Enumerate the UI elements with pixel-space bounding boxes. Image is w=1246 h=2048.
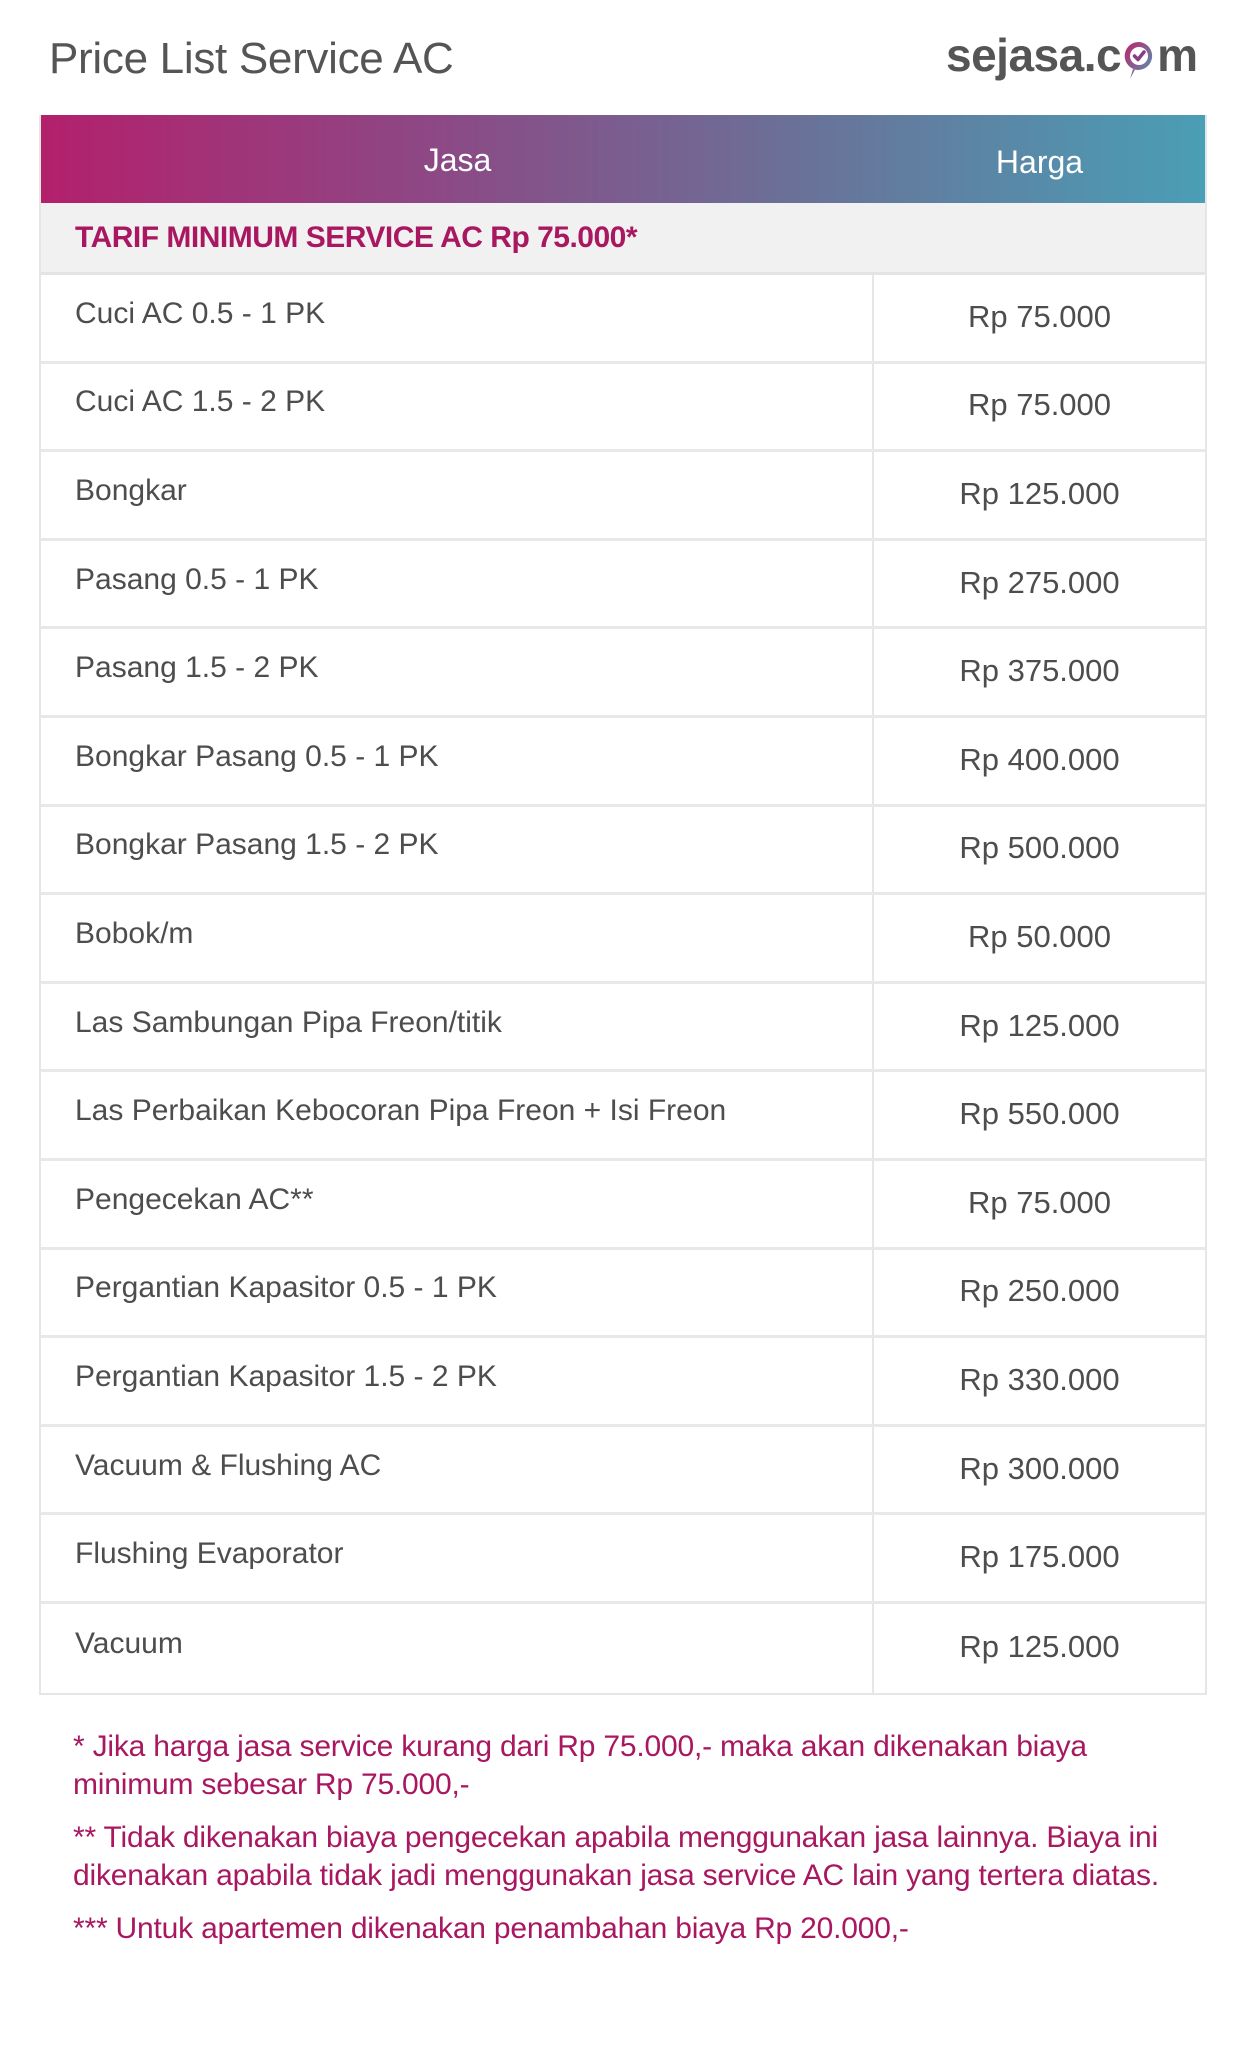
service-name: Pengecekan AC** (41, 1161, 874, 1247)
service-name: Las Sambungan Pipa Freon/titik (41, 984, 874, 1070)
service-name: Vacuum & Flushing AC (41, 1427, 874, 1513)
price-table (39, 115, 1207, 1695)
table-row (41, 364, 1205, 453)
table-header (41, 115, 1205, 203)
service-name: Pasang 1.5 - 2 PK (41, 629, 874, 715)
logo-text-start: sejasa.c (946, 29, 1122, 81)
table-row (41, 1250, 1205, 1339)
service-price: Rp 400.000 (959, 741, 1120, 777)
tarif-minimum-row: TARIF MINIMUM SERVICE AC Rp 75.000* (41, 203, 1205, 275)
service-name: Pergantian Kapasitor 1.5 - 2 PK (41, 1338, 874, 1424)
table-row (41, 452, 1205, 541)
footnote-minimum-charge: * Jika harga jasa service kurang dari Rp 75.000,- maka akan dikenakan biaya minimum sebesar Rp 75.000,- (73, 1730, 1087, 1801)
service-name: Pasang 0.5 - 1 PK (41, 541, 874, 627)
footnote-inspection-fee: ** Tidak dikenakan biaya pengecekan apabila menggunakan jasa lainnya. Biaya ini dikenakan apabila tidak jadi menggunakan jasa service AC lain yang tertera diatas. (73, 1821, 1159, 1892)
service-price: Rp 75.000 (967, 1184, 1112, 1220)
table-row (41, 1338, 1205, 1427)
service-name: Vacuum (41, 1604, 874, 1693)
logo-text-end: m (1157, 29, 1198, 81)
table-row (41, 1161, 1205, 1250)
service-price: Rp 175.000 (959, 1539, 1120, 1575)
column-header-harga: Harga (995, 143, 1084, 180)
service-name: Bongkar (41, 452, 874, 538)
service-name: Cuci AC 0.5 - 1 PK (41, 275, 874, 361)
table-row (41, 541, 1205, 630)
service-price: Rp 500.000 (959, 830, 1120, 866)
table-row (41, 629, 1205, 718)
service-name: Bongkar Pasang 0.5 - 1 PK (41, 718, 874, 804)
table-row (41, 1604, 1205, 1693)
table-row (41, 1515, 1205, 1604)
footnotes (73, 1728, 1193, 1963)
table-row (41, 718, 1205, 807)
table-row (41, 807, 1205, 896)
service-name: Pergantian Kapasitor 0.5 - 1 PK (41, 1250, 874, 1336)
service-name: Las Perbaikan Kebocoran Pipa Freon + Isi Freon (41, 1072, 874, 1158)
service-price: Rp 330.000 (959, 1361, 1120, 1397)
service-name: Bobok/m (41, 895, 874, 981)
table-row (41, 984, 1205, 1073)
service-price: Rp 275.000 (959, 564, 1120, 600)
service-price: Rp 300.000 (959, 1450, 1120, 1486)
service-price: Rp 250.000 (959, 1273, 1120, 1309)
table-row (41, 895, 1205, 984)
service-price: Rp 550.000 (959, 1096, 1120, 1132)
table-row (41, 275, 1205, 364)
service-price: Rp 75.000 (967, 387, 1112, 423)
service-price: Rp 125.000 (959, 1007, 1120, 1043)
service-name: Flushing Evaporator (41, 1515, 874, 1601)
service-name: Cuci AC 1.5 - 2 PK (41, 364, 874, 450)
check-pin-icon (1122, 38, 1156, 80)
table-row (41, 1072, 1205, 1161)
column-header-jasa: Jasa (423, 141, 492, 178)
sejasa-logo (946, 28, 1197, 82)
footnote-apartment-fee: *** Untuk apartemen dikenakan penambahan biaya Rp 20.000,- (73, 1912, 909, 1945)
service-price: Rp 375.000 (959, 653, 1120, 689)
service-price: Rp 125.000 (959, 475, 1120, 511)
page-title: Price List Service AC (49, 34, 454, 83)
service-price: Rp 50.000 (967, 918, 1112, 954)
service-name: Bongkar Pasang 1.5 - 2 PK (41, 807, 874, 893)
table-row (41, 1427, 1205, 1516)
service-price: Rp 125.000 (959, 1629, 1120, 1665)
service-price: Rp 75.000 (967, 298, 1112, 334)
